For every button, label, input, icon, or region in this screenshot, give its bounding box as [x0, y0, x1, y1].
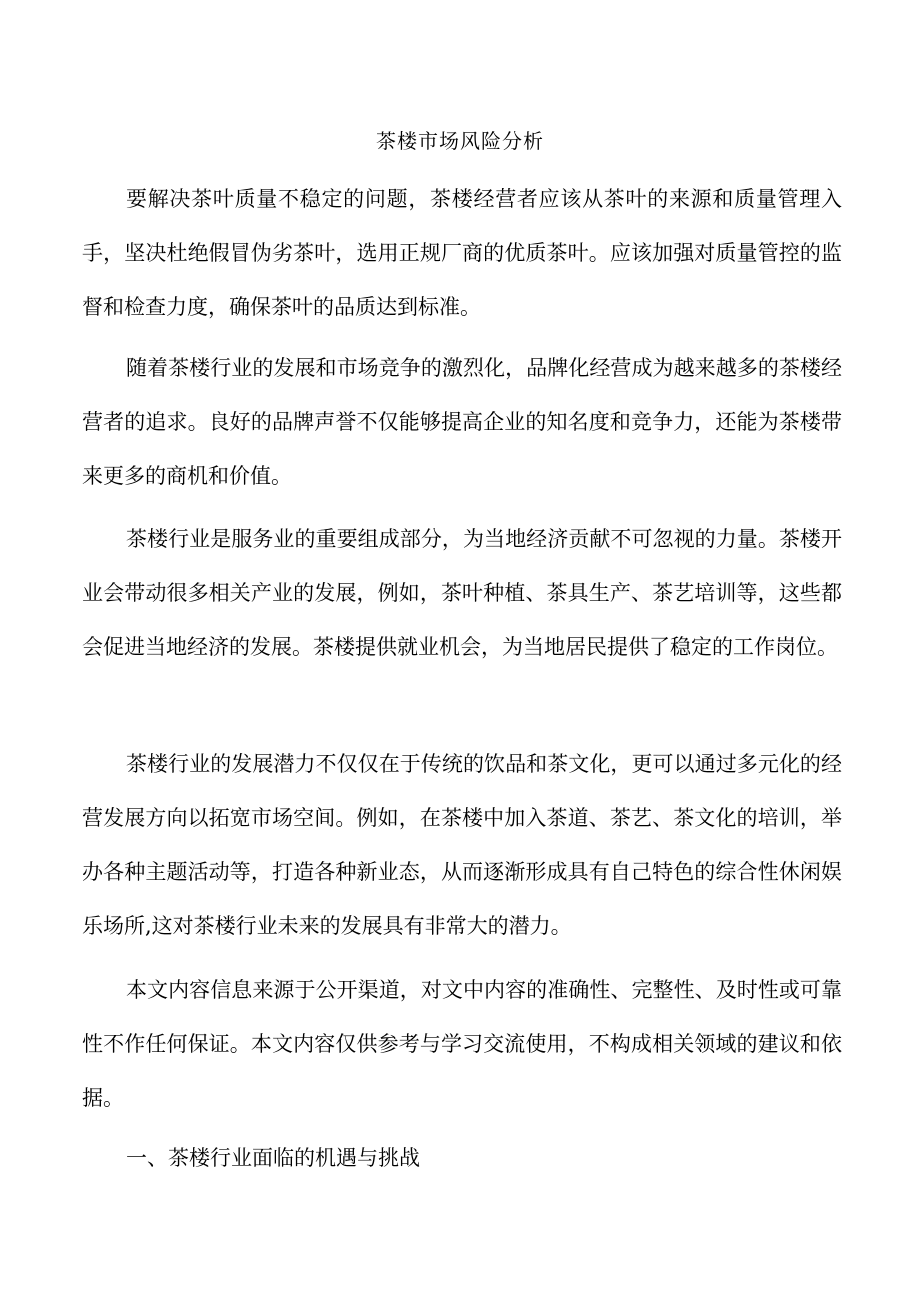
paragraph-tea-quality: 要解决茶叶质量不稳定的问题，茶楼经营者应该从茶叶的来源和质量管理入手，坚决杜绝假冒伪劣茶叶，选用正规厂商的优质茶叶。应该加强对质量管控的监督和检查力度，确保茶叶的品质达到标准。 — [82, 187, 842, 319]
section-heading: 一、茶楼行业面临的机遇与挑战 — [126, 1146, 420, 1170]
paragraph-disclaimer: 本文内容信息来源于公开渠道，对文中内容的准确性、完整性、及时性或可靠性不作任何保证。本文内容仅供参考与学习交流使用，不构成相关领域的建议和依据。 — [82, 978, 842, 1110]
paragraph-branding: 随着茶楼行业的发展和市场竞争的激烈化，品牌化经营成为越来越多的茶楼经营者的追求。良好的品牌声誉不仅能够提高企业的知名度和竞争力，还能为茶楼带来更多的商机和价值。 — [82, 356, 842, 488]
paragraph-local-economy: 茶楼行业是服务业的重要组成部分，为当地经济贡献不可忽视的力量。茶楼开业会带动很多相关产业的发展，例如，茶叶种植、茶具生产、茶艺培训等，这些都会促进当地经济的发展。茶楼提供就业机会，为当地居民提供了稳定的工作岗位。 — [82, 527, 842, 659]
paragraph-development-potential: 茶楼行业的发展潜力不仅仅在于传统的饮品和茶文化，更可以通过多元化的经营发展方向以拓宽市场空间。例如，在茶楼中加入茶道、茶艺、茶文化的培训，举办各种主题活动等，打造各种新业态，从而逐渐形成具有自己特色的综合性休闲娱乐场所,这对茶楼行业未来的发展具有非常大的潜力。 — [82, 752, 842, 938]
document-title: 茶楼市场风险分析 — [376, 129, 544, 153]
